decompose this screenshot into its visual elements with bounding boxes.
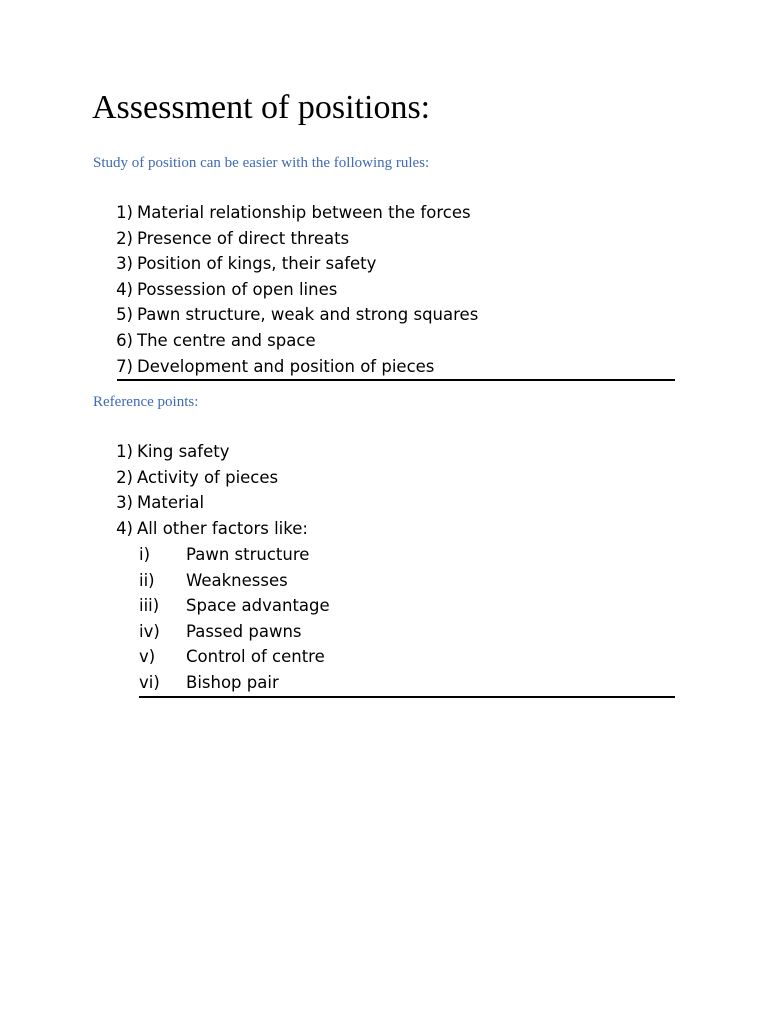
list-number: iv): [139, 621, 160, 641]
list-item-text: Possession of open lines: [137, 279, 338, 299]
reference-points-heading: Reference points:: [93, 394, 199, 410]
list-number: 3): [116, 493, 133, 513]
list-item: [139, 670, 679, 696]
list-item: [139, 619, 679, 645]
list-item: [99, 200, 679, 226]
horizontal-rule: [117, 379, 675, 381]
list-number: 1): [116, 442, 133, 461]
list-item: [99, 354, 679, 380]
list-item: [99, 465, 679, 491]
page-title: Assessment of positions:: [92, 89, 431, 126]
list-item: [139, 644, 679, 670]
list-item-text: Control of centre: [186, 647, 325, 667]
list-item-text: The centre and space: [137, 330, 316, 350]
list-item-text: All other factors like:: [137, 518, 308, 538]
list-number: 3): [116, 254, 133, 274]
reference-points-list: [99, 439, 679, 541]
list-item: [99, 439, 679, 465]
list-item-text: Presence of direct threats: [137, 228, 350, 248]
list-item-text: Pawn structure: [186, 545, 310, 564]
list-number: vi): [139, 672, 160, 692]
list-item-text: Passed pawns: [186, 621, 302, 641]
list-number: 7): [116, 356, 133, 376]
list-item-text: Development and position of pieces: [137, 356, 435, 376]
list-item-text: Bishop pair: [186, 672, 279, 692]
list-item-text: Weaknesses: [186, 570, 288, 590]
list-number: 1): [116, 203, 133, 222]
list-item: [99, 490, 679, 516]
list-item: [99, 516, 679, 542]
list-number: iii): [139, 596, 160, 616]
list-item: [99, 277, 679, 303]
list-number: 4): [116, 279, 133, 299]
rules-list: [99, 200, 679, 379]
list-number: i): [139, 545, 151, 564]
horizontal-rule: [139, 696, 675, 698]
list-item: [139, 593, 679, 619]
list-number: v): [139, 647, 156, 667]
list-item: [99, 302, 679, 328]
list-item-text: Material relationship between the forces: [137, 203, 471, 222]
list-item-text: Material: [137, 493, 205, 513]
list-item: [99, 251, 679, 277]
list-item-text: Pawn structure, weak and strong squares: [137, 305, 479, 325]
list-item: [99, 328, 679, 354]
intro-text: Study of position can be easier with the following rules:: [93, 155, 430, 171]
list-number: 2): [116, 228, 133, 248]
list-item-text: Position of kings, their safety: [137, 254, 377, 274]
list-number: ii): [139, 570, 155, 590]
other-factors-list: [139, 542, 679, 696]
list-item-text: Activity of pieces: [137, 467, 279, 487]
list-number: 4): [116, 518, 133, 538]
list-number: 6): [116, 330, 133, 350]
list-item-text: Space advantage: [186, 596, 330, 616]
list-item: [99, 226, 679, 252]
list-item: [139, 568, 679, 594]
list-item-text: King safety: [137, 442, 230, 461]
list-number: 2): [116, 467, 133, 487]
list-number: 5): [116, 305, 133, 325]
list-item: [139, 542, 679, 568]
